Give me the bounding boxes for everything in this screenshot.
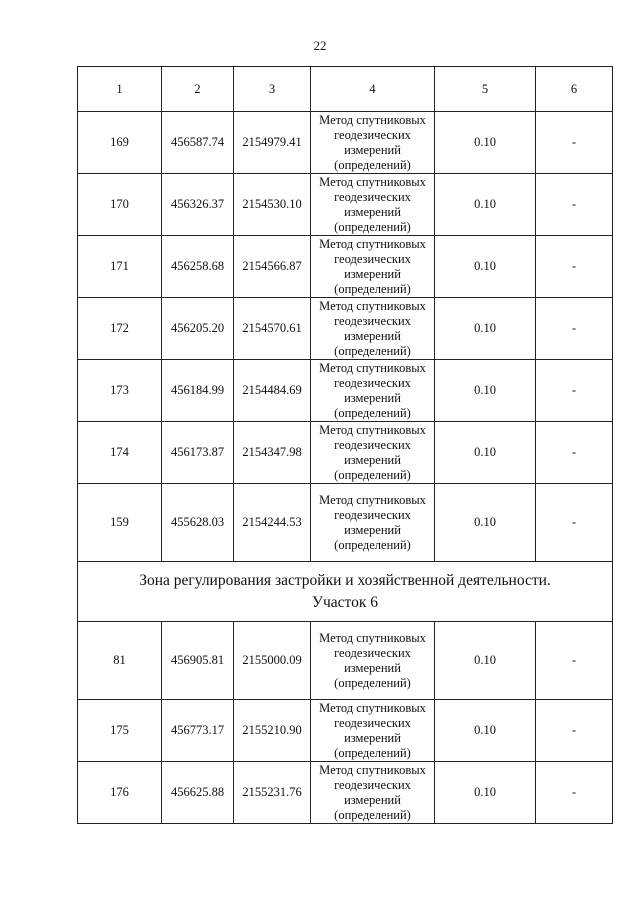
point-number: 170 — [78, 174, 162, 236]
note-value: - — [536, 484, 613, 562]
section-header-row — [78, 562, 613, 622]
accuracy-value: 0.10 — [435, 112, 536, 174]
note-value: - — [536, 762, 613, 824]
table-row — [78, 112, 613, 174]
coordinate-x: 455628.03 — [162, 484, 234, 562]
method-line: (определений) — [334, 343, 411, 358]
coordinate-x: 456326.37 — [162, 174, 234, 236]
accuracy-value: 0.10 — [435, 360, 536, 422]
method-line: Метод спутниковых — [319, 700, 426, 715]
point-number: 159 — [78, 484, 162, 562]
point-number: 173 — [78, 360, 162, 422]
point-number: 169 — [78, 112, 162, 174]
accuracy-value: 0.10 — [435, 298, 536, 360]
method-line: геодезических — [334, 313, 411, 328]
method-line: Метод спутниковых — [319, 236, 426, 251]
table-row — [78, 174, 613, 236]
point-number: 174 — [78, 422, 162, 484]
method-line: геодезических — [334, 437, 411, 452]
note-value: - — [536, 112, 613, 174]
coordinate-x: 456205.20 — [162, 298, 234, 360]
table-row — [78, 700, 613, 762]
accuracy-value: 0.10 — [435, 236, 536, 298]
coordinate-x: 456173.87 — [162, 422, 234, 484]
method-line: геодезических — [334, 375, 411, 390]
method-line: измерений — [344, 522, 401, 537]
header-col-5: 5 — [435, 67, 536, 112]
method-line: Метод спутниковых — [319, 112, 426, 127]
method-line: измерений — [344, 142, 401, 157]
method-description — [311, 422, 435, 484]
note-value: - — [536, 700, 613, 762]
method-description — [311, 700, 435, 762]
accuracy-value: 0.10 — [435, 622, 536, 700]
coordinate-y: 2155210.90 — [234, 700, 311, 762]
header-col-4: 4 — [311, 67, 435, 112]
point-number: 176 — [78, 762, 162, 824]
table-header-row — [78, 67, 613, 112]
accuracy-value: 0.10 — [435, 174, 536, 236]
method-description — [311, 112, 435, 174]
method-line: (определений) — [334, 157, 411, 172]
coordinate-y: 2154566.87 — [234, 236, 311, 298]
coordinate-y: 2154979.41 — [234, 112, 311, 174]
coordinates-table — [77, 66, 613, 824]
note-value: - — [536, 174, 613, 236]
note-value: - — [536, 622, 613, 700]
section-title — [78, 562, 613, 622]
point-number: 172 — [78, 298, 162, 360]
section-title-line-1: Зона регулирования застройки и хозяйственной деятельности. — [139, 571, 551, 589]
method-line: геодезических — [334, 715, 411, 730]
method-description — [311, 762, 435, 824]
method-line: геодезических — [334, 251, 411, 266]
table-row — [78, 236, 613, 298]
table-row — [78, 762, 613, 824]
table-row — [78, 422, 613, 484]
method-line: (определений) — [334, 537, 411, 552]
method-line: Метод спутниковых — [319, 630, 426, 645]
coordinate-y: 2154530.10 — [234, 174, 311, 236]
method-line: измерений — [344, 266, 401, 281]
method-line: Метод спутниковых — [319, 492, 426, 507]
coordinate-x: 456258.68 — [162, 236, 234, 298]
coordinate-y: 2154244.53 — [234, 484, 311, 562]
table-row — [78, 622, 613, 700]
coordinate-x: 456587.74 — [162, 112, 234, 174]
coordinate-x: 456905.81 — [162, 622, 234, 700]
method-line: (определений) — [334, 219, 411, 234]
coordinate-y: 2155231.76 — [234, 762, 311, 824]
note-value: - — [536, 422, 613, 484]
method-line: измерений — [344, 730, 401, 745]
method-line: геодезических — [334, 777, 411, 792]
method-line: (определений) — [334, 281, 411, 296]
method-line: (определений) — [334, 467, 411, 482]
header-col-3: 3 — [234, 67, 311, 112]
accuracy-value: 0.10 — [435, 762, 536, 824]
header-col-1: 1 — [78, 67, 162, 112]
method-line: Метод спутниковых — [319, 422, 426, 437]
method-description — [311, 298, 435, 360]
coordinate-y: 2154484.69 — [234, 360, 311, 422]
method-line: геодезических — [334, 645, 411, 660]
table-row — [78, 360, 613, 422]
table-row — [78, 484, 613, 562]
method-line: измерений — [344, 390, 401, 405]
method-line: геодезических — [334, 507, 411, 522]
method-line: (определений) — [334, 745, 411, 760]
method-line: измерений — [344, 328, 401, 343]
method-line: геодезических — [334, 127, 411, 142]
method-description — [311, 174, 435, 236]
method-description — [311, 622, 435, 700]
coordinate-y: 2154347.98 — [234, 422, 311, 484]
method-line: геодезических — [334, 189, 411, 204]
method-line: (определений) — [334, 675, 411, 690]
header-col-6: 6 — [536, 67, 613, 112]
note-value: - — [536, 298, 613, 360]
method-line: измерений — [344, 452, 401, 467]
method-line: измерений — [344, 660, 401, 675]
point-number: 171 — [78, 236, 162, 298]
coordinate-y: 2155000.09 — [234, 622, 311, 700]
section-title-line-2: Участок 6 — [311, 593, 378, 611]
accuracy-value: 0.10 — [435, 484, 536, 562]
point-number: 81 — [78, 622, 162, 700]
method-description — [311, 484, 435, 562]
table-row — [78, 298, 613, 360]
accuracy-value: 0.10 — [435, 422, 536, 484]
header-col-2: 2 — [162, 67, 234, 112]
note-value: - — [536, 236, 613, 298]
method-line: измерений — [344, 792, 401, 807]
coordinate-y: 2154570.61 — [234, 298, 311, 360]
method-line: (определений) — [334, 807, 411, 822]
method-description — [311, 236, 435, 298]
method-line: измерений — [344, 204, 401, 219]
coordinate-x: 456625.88 — [162, 762, 234, 824]
point-number: 175 — [78, 700, 162, 762]
method-description — [311, 360, 435, 422]
coordinate-x: 456184.99 — [162, 360, 234, 422]
coordinate-x: 456773.17 — [162, 700, 234, 762]
accuracy-value: 0.10 — [435, 700, 536, 762]
page-number: 22 — [313, 38, 327, 53]
note-value: - — [536, 360, 613, 422]
method-line: (определений) — [334, 405, 411, 420]
method-line: Метод спутниковых — [319, 174, 426, 189]
method-line: Метод спутниковых — [319, 360, 426, 375]
method-line: Метод спутниковых — [319, 298, 426, 313]
coordinates-table-body — [78, 67, 613, 824]
method-line: Метод спутниковых — [319, 762, 426, 777]
